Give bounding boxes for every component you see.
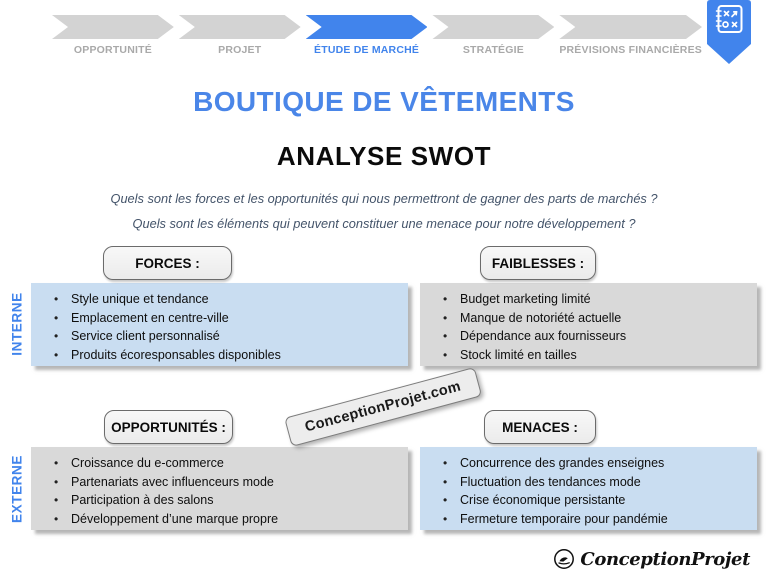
bullet-item: • Participation à des salons — [53, 492, 400, 508]
bullet-item: • Fermeture temporaire pour pandémie — [442, 511, 749, 527]
brand-logo-text: ConceptionProjet — [580, 548, 750, 570]
watermark-banner: ConceptionProjet.com — [284, 367, 482, 447]
external-axis-label: EXTERNE — [9, 455, 25, 523]
bullet-item: • Budget marketing limité — [442, 291, 749, 307]
stepper-step-label: STRATÉGIE — [462, 44, 524, 56]
stepper-step-strategie[interactable] — [432, 15, 554, 56]
bullet-item: • Emplacement en centre-ville — [53, 310, 400, 326]
faiblesses-header-tag: FAIBLESSES : — [480, 246, 596, 280]
stepper-step-label: PROJET — [218, 44, 262, 56]
opportunites-panel — [31, 447, 408, 530]
menaces-header-tag: MENACES : — [484, 410, 596, 444]
bullet-item: • Stock limité en tailles — [442, 347, 749, 363]
forces-header-tag: FORCES : — [103, 246, 232, 280]
internal-axis-label: INTERNE — [9, 292, 25, 356]
bullet-item: • Style unique et tendance — [53, 291, 400, 307]
bullet-item: • Crise économique persistante — [442, 492, 749, 508]
bullet-item: • Croissance du e-commerce — [53, 455, 400, 471]
faiblesses-panel — [420, 283, 757, 366]
bullet-item: • Dépendance aux fournisseurs — [442, 328, 749, 344]
brand-logo — [553, 548, 750, 570]
chevron-shape — [179, 15, 301, 39]
bullet-item: • Produits écoresponsables disponibles — [53, 347, 400, 363]
stepper-step-label: OPPORTUNITÉ — [73, 44, 152, 56]
stepper-step-etude-de-marche[interactable] — [306, 15, 428, 56]
forces-list — [31, 283, 408, 363]
bullet-item: • Développement d’une marque propre — [53, 511, 400, 527]
stepper-step-opportunite[interactable] — [52, 15, 174, 56]
forces-panel — [31, 283, 408, 366]
bullet-item: • Partenariats avec influenceurs mode — [53, 474, 400, 490]
stepper-step-label: ÉTUDE DE MARCHÉ — [314, 44, 420, 56]
bullet-item: • Fluctuation des tendances mode — [442, 474, 749, 490]
stepper-step-previsions-financieres[interactable] — [559, 15, 702, 56]
opportunites-header-tag: OPPORTUNITÉS : — [104, 410, 233, 444]
section-title: ANALYSE SWOT — [276, 141, 492, 171]
chevron-shape — [306, 15, 428, 39]
bullet-item: • Manque de notoriété actuelle — [442, 310, 749, 326]
stepper-step-projet[interactable] — [179, 15, 301, 56]
opportunites-list — [31, 447, 408, 527]
bullet-item: • Service client personnalisé — [53, 328, 400, 344]
strategy-bookmark-icon — [706, 0, 753, 66]
stepper-step-label: PRÉVISIONS FINANCIÈRES — [559, 44, 702, 56]
question-line-1: Quels sont les forces et les opportunités qui nous permettront de gagner des parts de marchés ? — [110, 191, 658, 206]
menaces-list — [420, 447, 757, 527]
process-stepper — [52, 15, 702, 56]
menaces-panel — [420, 447, 757, 530]
chevron-shape — [432, 15, 554, 39]
bullet-item: • Concurrence des grandes enseignes — [442, 455, 749, 471]
faiblesses-list — [420, 283, 757, 363]
chevron-shape — [559, 15, 702, 39]
page-title: BOUTIQUE DE VÊTEMENTS — [193, 86, 575, 117]
chevron-shape — [52, 15, 174, 39]
doodle-circle-icon — [553, 548, 575, 570]
question-line-2: Quels sont les éléments qui peuvent constituer une menace pour notre développement ? — [132, 216, 636, 231]
